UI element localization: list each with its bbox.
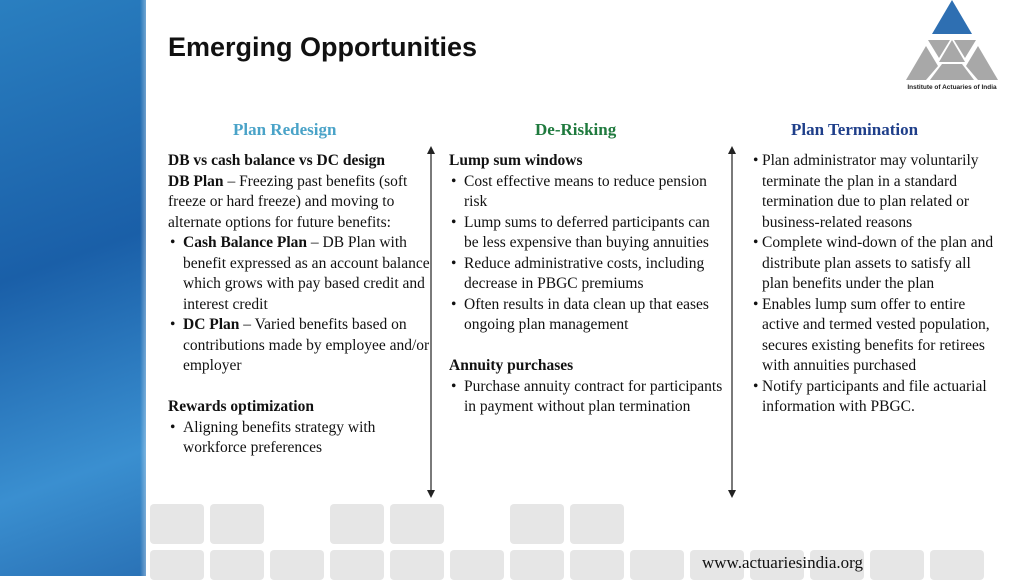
- bottom-tile-pattern: [146, 496, 1024, 576]
- lump-sum-heading: Lump sum windows: [449, 152, 583, 169]
- list-item: • Complete wind-down of the plan and distribute plan assets to satisfy all plan benefits under the plan: [754, 233, 994, 295]
- left-decorative-band: [0, 0, 146, 576]
- bullet-text: – DB Plan with benefit expressed as an account balance which grows with pay based credit and interest credit: [183, 234, 430, 313]
- logo-caption: Institute of Actuaries of India: [907, 84, 997, 91]
- db-plan-paragraph: [168, 172, 430, 234]
- list-item: • Lump sums to deferred participants can be less expensive than buying annuities: [449, 213, 725, 254]
- bullet-text: – Varied benefits based on contributions made by employee and/or employer: [183, 316, 430, 374]
- plan-redesign-heading: Plan Redesign: [233, 120, 337, 139]
- list-item: [168, 315, 430, 377]
- footer-website-link[interactable]: www.actuariesindia.org: [702, 553, 863, 572]
- list-item: • Aligning benefits strategy with workforce preferences: [168, 418, 430, 459]
- bullet-label: Cash Balance Plan: [183, 234, 308, 251]
- plan-termination-column: [754, 151, 994, 418]
- list-item: • Purchase annuity contract for participants in payment without plan termination: [449, 377, 725, 418]
- list-item: • Often results in data clean up that eases ongoing plan management: [449, 295, 725, 336]
- list-item: • Notify participants and file actuarial information with PBGC.: [754, 377, 994, 418]
- derisking-column: [449, 151, 725, 418]
- list-item: • Cost effective means to reduce pension risk: [449, 172, 725, 213]
- design-comparison-line: DB vs cash balance vs DC design: [168, 152, 386, 169]
- divider-arrow-right: [727, 146, 737, 498]
- list-item: • Reduce administrative costs, including decrease in PBGC premiums: [449, 254, 725, 295]
- plan-redesign-bullets: [168, 233, 430, 377]
- db-plan-label: DB Plan: [168, 172, 224, 190]
- bullet-label: DC Plan: [183, 316, 240, 333]
- plan-termination-bullets: [754, 151, 994, 418]
- list-item: • Plan administrator may voluntarily terminate the plan in a standard termination due to plan related or business-related reasons: [754, 151, 994, 233]
- rewards-heading: Rewards optimization: [168, 398, 314, 415]
- list-item: [168, 233, 430, 315]
- plan-redesign-column: [168, 151, 430, 459]
- plan-termination-heading: Plan Termination: [791, 120, 919, 139]
- rewards-bullets: [168, 418, 430, 459]
- slide-title: Emerging Opportunities: [168, 32, 478, 62]
- derisking-heading: De-Risking: [535, 120, 617, 139]
- annuity-bullets: [449, 377, 725, 418]
- lump-sum-bullets: [449, 172, 725, 336]
- annuity-heading: Annuity purchases: [449, 357, 574, 374]
- list-item: • Enables lump sum offer to entire active and termed vested population, secures existing benefits for retirees with annuities purchased: [754, 295, 994, 377]
- actuaries-india-logo: [898, 0, 1006, 96]
- db-plan-text: – Freezing past benefits (soft freeze or hard freeze) and moving to alternate options for future benefits:: [168, 172, 408, 231]
- divider-arrow-left: [426, 146, 436, 498]
